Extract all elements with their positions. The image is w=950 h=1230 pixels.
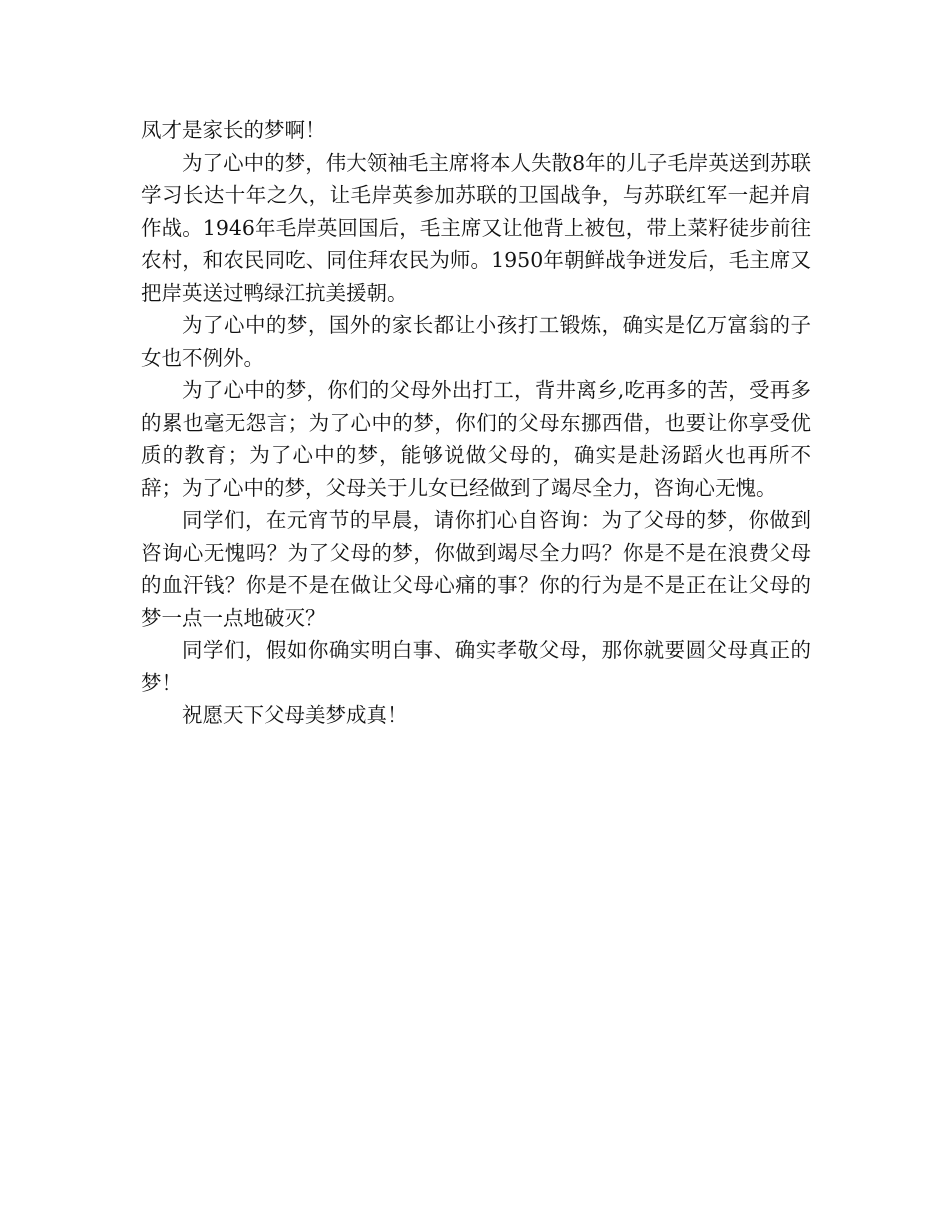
paragraph-foreign-parents: 为了心中的梦，国外的家长都让小孩打工锻炼，确实是亿万富翁的子女也不例外。 <box>141 313 811 370</box>
document-body <box>141 114 811 732</box>
paragraph-mao-anying: 为了心中的梦，伟大领袖毛主席将本人失散8年的儿子毛岸英送到苏联学习长达十年之久，让毛岸英参加苏联的卫国战争，与苏联红军一起并肩作战。1946年毛岸英回国后，毛主席又让他背上被包，带上菜籽徒步前往农村，和农民同吃、同住拜农民为师。1950年朝鲜战争迸发后，毛主席又把岸英送过鸭绿江抗美援朝。 <box>141 150 811 305</box>
paragraph-parents-sacrifice: 为了心中的梦，你们的父母外出打工，背井离乡,吃再多的苦，受再多的累也毫无怨言；为了心中的梦，你们的父母东挪西借，也要让你享受优质的教育；为了心中的梦，能够说做父母的，确实是赴汤蹈火也再所不辞；为了心中的梦，父母关于儿女已经做到了竭尽全力，咨询心无愧。 <box>141 378 811 500</box>
paragraph-fulfill-dream: 同学们，假如你确实明白事、确实孝敬父母，那你就要圆父母真正的梦！ <box>141 638 811 695</box>
paragraph-continuation: 凤才是家长的梦啊！ <box>141 118 326 142</box>
paragraph-closing-wish: 祝愿天下父母美梦成真！ <box>182 703 408 727</box>
paragraph-self-reflection: 同学们，在元宵节的早晨，请你扪心自咨询：为了父母的梦，你做到咨询心无愧吗？为了父母的梦，你做到竭尽全力吗？你是不是在浪费父母的血汗钱？你是不是在做让父母心痛的事？你的行为是不是正在让父母的梦一点一点地破灭？ <box>141 508 811 630</box>
